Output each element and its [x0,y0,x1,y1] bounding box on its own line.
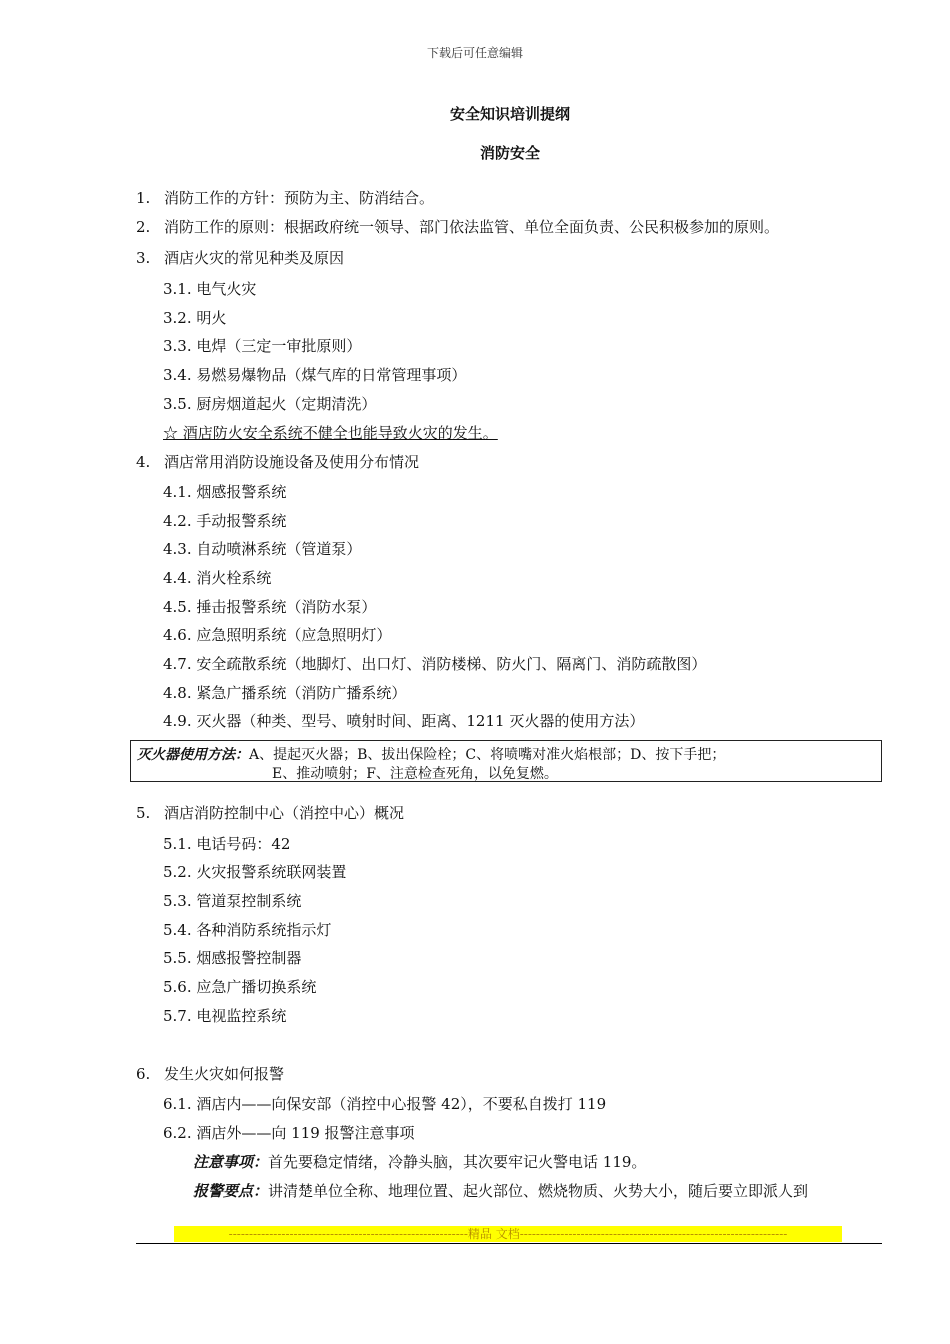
list-item: 4.5. 捶击报警系统（消防水泵） [163,598,377,616]
section-1 [136,188,434,208]
list-item: 4.2. 手动报警系统 [163,512,287,530]
note-report-points [193,1181,808,1201]
box-line-1 [137,744,725,764]
list-item: 3.4. 易燃易爆物品（煤气库的日常管理事项） [163,366,467,384]
footer-divider [136,1243,882,1244]
list-item: 5.4. 各种消防系统指示灯 [163,921,332,939]
note-text: 首先要稳定情绪，冷静头脑，其次要牢记火警电话 119。 [268,1153,647,1171]
note-attention [193,1152,646,1172]
box-label: 灭火器使用方法： [137,747,249,763]
list-item: 4.4. 消火栓系统 [163,569,272,587]
section-6 [136,1064,284,1084]
list-item: 4.9. 灭火器（种类、型号、喷射时间、距离、1211 灭火器的使用方法） [163,712,645,730]
section-3 [136,248,344,268]
section-number: 1. [136,189,151,207]
section-text: 消防工作的方针：预防为主、防消结合。 [164,189,435,207]
section-text: 酒店消防控制中心（消控中心）概况 [164,804,405,822]
list-item: 3.1. 电气火灾 [163,280,257,298]
list-item: 5.6. 应急广播切换系统 [163,978,317,996]
section-number: 5. [136,804,151,822]
list-item: 6.1. 酒店内——向保安部（消控中心报警 42），不要私自拨打 119 [163,1095,607,1113]
section-number: 4. [136,453,151,471]
list-item: 4.1. 烟感报警系统 [163,483,287,501]
note-text: 讲清楚单位全称、地理位置、起火部位、燃烧物质、火势大小，随后要立即派人到 [268,1182,809,1200]
list-item: 5.5. 烟感报警控制器 [163,949,302,967]
section-number: 2. [136,218,151,236]
list-item: 4.8. 紧急广播系统（消防广播系统） [163,684,407,702]
document-title: 安全知识培训提纲 [449,105,570,123]
document-subtitle: 消防安全 [479,144,540,162]
box-line-2: E、推动喷射；F、注意检查死角，以免复燃。 [272,766,558,782]
list-item: 5.3. 管道泵控制系统 [163,892,302,910]
footer-banner: -----------------------------------------------------------精品 文档------------------------------------------------------------------ [174,1226,842,1242]
note-label: 注意事项： [193,1153,269,1171]
section-text: 酒店火灾的常见种类及原因 [164,249,345,267]
section-number: 6. [136,1065,151,1083]
list-item: 6.2. 酒店外——向 119 报警注意事项 [163,1124,415,1142]
header-note: 下载后可任意编辑 [426,46,523,60]
list-item: 5.1. 电话号码：42 [163,835,291,853]
list-item: 4.3. 自动喷淋系统（管道泵） [163,540,362,558]
list-item: 3.5. 厨房烟道起火（定期清洗） [163,395,377,413]
section-number: 3. [136,249,151,267]
list-item: 5.2. 火灾报警系统联网装置 [163,863,347,881]
section-text: 消防工作的原则：根据政府统一领导、部门依法监管、单位全面负责、公民积极参加的原则。 [164,218,780,236]
section-4 [136,452,419,472]
star-note: ☆ 酒店防火安全系统不健全也能导致火灾的发生。 [163,424,498,442]
box-text: A、提起灭火器；B、拔出保险栓；C、将喷嘴对准火焰根部；D、按下手把； [249,747,726,763]
list-item: 4.7. 安全疏散系统（地脚灯、出口灯、消防楼梯、防火门、隔离门、消防疏散图） [163,655,707,673]
section-2 [136,217,779,237]
list-item: 5.7. 电视监控系统 [163,1007,287,1025]
list-item: 4.6. 应急照明系统（应急照明灯） [163,626,392,644]
section-text: 酒店常用消防设施设备及使用分布情况 [164,453,420,471]
note-label: 报警要点： [193,1182,269,1200]
section-5 [136,803,404,823]
list-item: 3.2. 明火 [163,309,227,327]
list-item: 3.3. 电焊（三定一审批原则） [163,337,362,355]
extinguisher-instructions-box [130,740,882,782]
section-text: 发生火灾如何报警 [164,1065,285,1083]
